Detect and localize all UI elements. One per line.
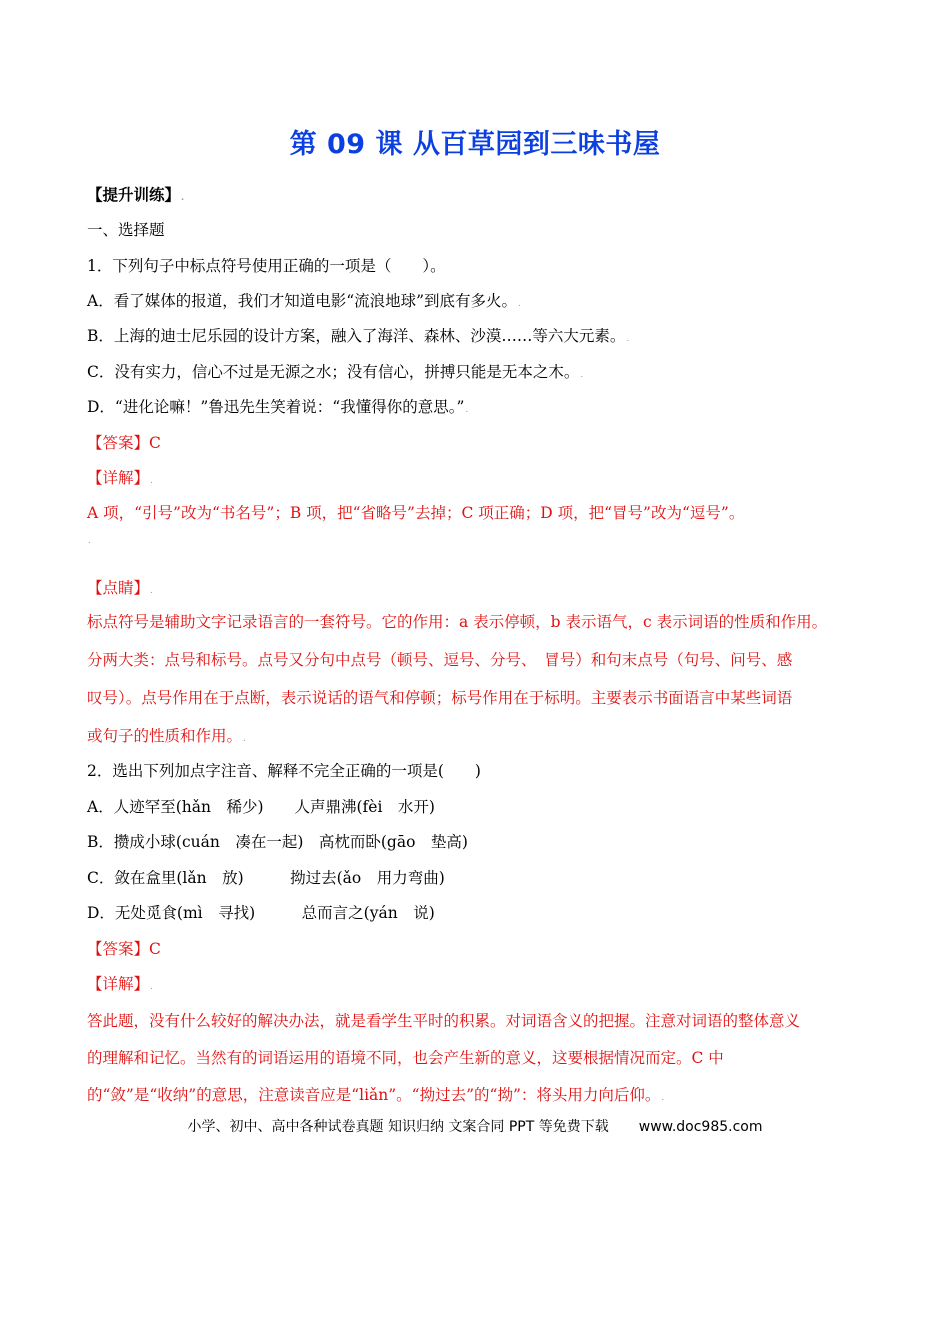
q1-option-a [87,291,521,314]
q1-detail-label [87,468,153,491]
paragraph-mark: . [150,476,153,486]
q2-option-d-text: D．无处觅食(mì 寻找) 总而言之(yán 说) [87,904,435,922]
footer-text: 小学、初中、高中各种试卷真题 知识归纳 文案合同 PPT 等免费下载 [187,1119,609,1135]
q1-note-line [87,612,827,632]
paragraph-mark: . [661,1093,665,1103]
q1-detail-label-text: 【详解】 [87,469,150,487]
q2-option-c-text: C．敛在盒里(lǎn 放) 拗过去(ǎo 用力弯曲) [87,869,445,887]
q1-detail [87,503,744,523]
paragraph-mark: . [626,334,630,344]
q1-note-line [87,688,792,708]
blank-line-mark [87,528,91,551]
q2-detail-line [87,1011,800,1031]
q1-option-d-text: D．“进化论嘛！”鲁迅先生笑着说：“我懂得你的意思。” [87,398,465,416]
q2-option-d [87,903,435,923]
q2-detail-label [87,974,153,997]
q1-note-label [87,578,153,601]
q1-option-b [87,326,629,349]
part-one-text: 一、选择题 [87,221,165,239]
q2-option-b [87,832,468,852]
q1-option-c-text: C．没有实力，信心不过是无源之水；没有信心，拼搏只能是无本之木。 [87,363,580,381]
paragraph-mark: . [243,734,246,744]
q2-detail-line [87,1085,664,1108]
q1-note-line [87,650,792,670]
q1-note-line [87,726,246,749]
q1-note-line-text: 标点符号是辅助文字记录语言的一套符号。它的作用：a 表示停顿，b 表示语气，c 表示词语的性质和作用。 [87,613,828,631]
paragraph-mark: . [580,370,584,380]
q1-option-c [87,362,583,385]
page-footer [0,1116,950,1136]
paragraph-mark: . [150,982,153,992]
q2-stem [87,761,481,781]
q2-detail-line-text: 的“敛”是“收纳”的意思，注意读音应是“liǎn”。“拗过去”的“拗”：将头用力向后仰。 [87,1086,661,1104]
footer-site-link[interactable]: www.doc985.com [638,1119,763,1135]
section-heading [87,185,184,208]
page-title: 第 09 课 从百草园到三味书屋 [289,129,661,160]
q2-option-a [87,797,435,817]
paragraph-mark: . [181,193,185,203]
q1-note-line-text: 或句子的性质和作用。 [87,727,243,745]
part-one-heading [87,220,165,240]
q1-option-a-text: A．看了媒体的报道，我们才知道电影“流浪地球”到底有多火。 [87,292,518,310]
section-heading-text: 【提升训练】 [87,185,181,204]
q2-detail-line-text: 答此题，没有什么较好的解决办法，就是看学生平时的积累。对词语含义的把握。注意对词语的整体意义 [87,1012,801,1030]
q1-stem [87,256,446,276]
paragraph-mark: . [465,405,469,415]
q1-stem-text: 1．下列句子中标点符号使用正确的一项是（ ）。 [87,257,446,275]
q1-answer [87,433,161,453]
q2-detail-line [87,1048,724,1068]
q2-option-b-text: B．攒成小球(cuán 凑在一起) 高枕而卧(gāo 垫高) [87,833,468,851]
q2-answer [87,939,161,959]
q2-detail-line-text: 的理解和记忆。当然有的词语运用的语境不同，也会产生新的意义，这要根据情况而定。C 中 [87,1049,724,1067]
q1-answer-text: 【答案】C [87,434,161,452]
paragraph-mark: . [88,536,91,546]
q2-option-c [87,868,445,888]
paragraph-mark: . [150,586,153,596]
paragraph-mark: . [518,299,521,309]
q2-answer-text: 【答案】C [87,940,161,958]
q1-detail-text: A 项，“引号”改为“书名号”；B 项，把“省略号”去掉；C 项正确；D 项，把“冒号”改为“逗号”。 [87,504,745,522]
q1-note-line-text: 分两大类：点号和标号。点号又分句中点号（顿号、逗号、分号、 冒号）和句末点号（句号、问号、感 [87,651,793,669]
q1-note-label-text: 【点睛】 [87,579,150,597]
q1-option-b-text: B．上海的迪士尼乐园的设计方案，融入了海洋、森林、沙漠……等六大元素。 [87,327,626,345]
q1-option-d [87,397,468,420]
q2-option-a-text: A．人迹罕至(hǎn 稀少) 人声鼎沸(fèi 水开) [87,798,435,816]
q1-note-line-text: 叹号）。点号作用在于点断，表示说话的语气和停顿；标号作用在于标明。主要表示书面语言中某些词语 [87,689,793,707]
q2-detail-label-text: 【详解】 [87,975,150,993]
q2-stem-text: 2．选出下列加点字注音、解释不完全正确的一项是( ) [87,762,481,780]
